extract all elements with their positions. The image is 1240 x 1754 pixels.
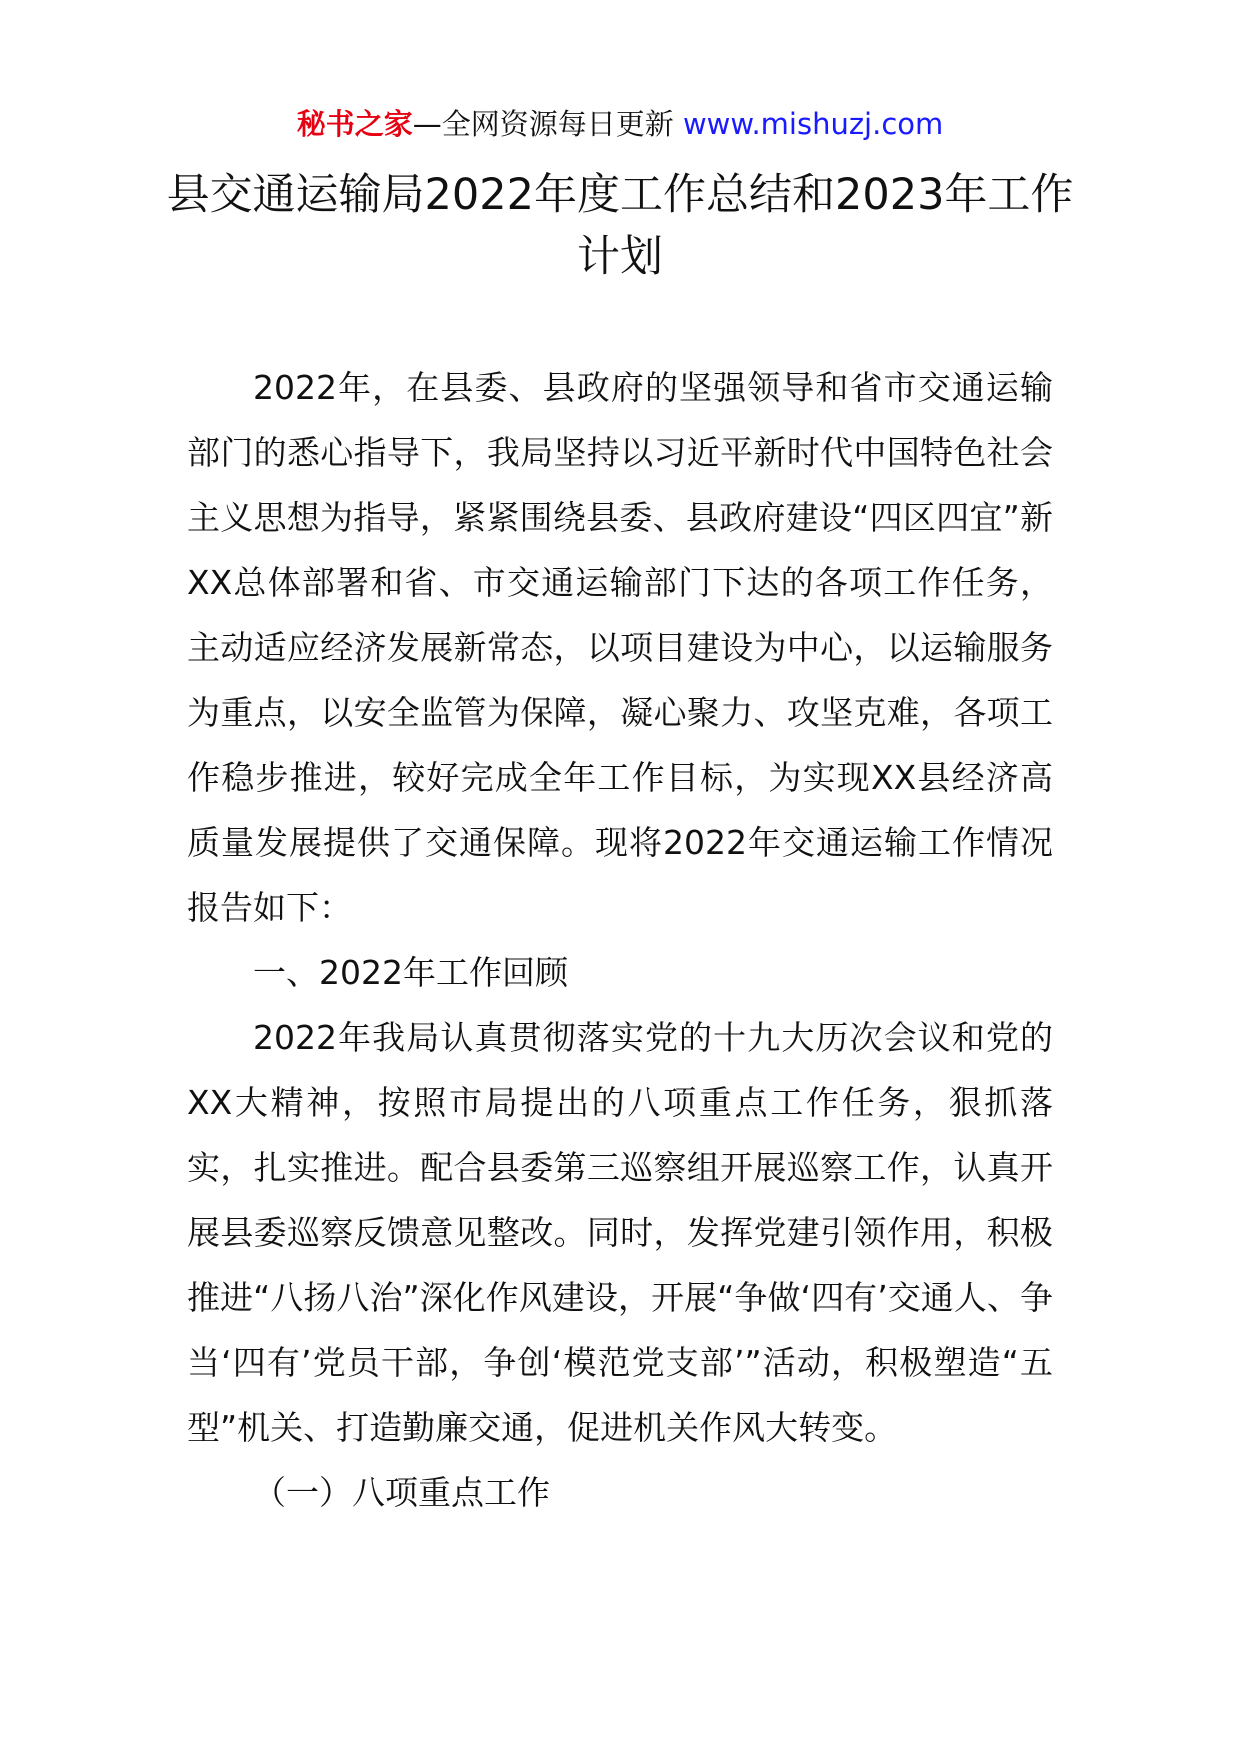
site-header [0,104,1240,144]
intro-paragraph: 2022年，在县委、县政府的坚强领导和省市交通运输部门的悉心指导下，我局坚持以习近平新时代中国特色社会主义思想为指导，紧紧围绕县委、县政府建设“四区四宜”新XX总体部署和省、市交通运输部门下达的各项工作任务，主动适应经济发展新常态，以项目建设为中心，以运输服务为重点，以安全监管为保障，凝心聚力、攻坚克难，各项工作稳步推进，较好完成全年工作目标，为实现XX县经济高质量发展提供了交通保障。现将2022年交通运输工作情况报告如下： [187,368,1053,927]
document-body [187,355,1053,1525]
subsection-heading: （一）八项重点工作 [253,1473,550,1512]
document-title: 县交通运输局2022年度工作总结和2023年工作计划 [166,170,1074,282]
body-paragraph: 2022年我局认真贯彻落实党的十九大历次会议和党的XX大精神，按照市局提出的八项重点工作任务，狠抓落实，扎实推进。配合县委第三巡察组开展巡察工作，认真开展县委巡察反馈意见整改。同时，发挥党建引领作用，积极推进“八扬八治”深化作风建设，开展“争做‘四有’交通人、争当‘四有’党员干部，争创‘模范党支部’”活动，积极塑造“五型”机关、打造勤廉交通，促进机关作风大转变。 [187,1018,1053,1447]
header-tagline: —全网资源每日更新 [412,107,674,141]
section-heading: 一、2022年工作回顾 [253,953,568,992]
site-url-link[interactable]: www.mishuzj.com [682,107,944,141]
brand-name: 秘书之家 [296,107,413,141]
